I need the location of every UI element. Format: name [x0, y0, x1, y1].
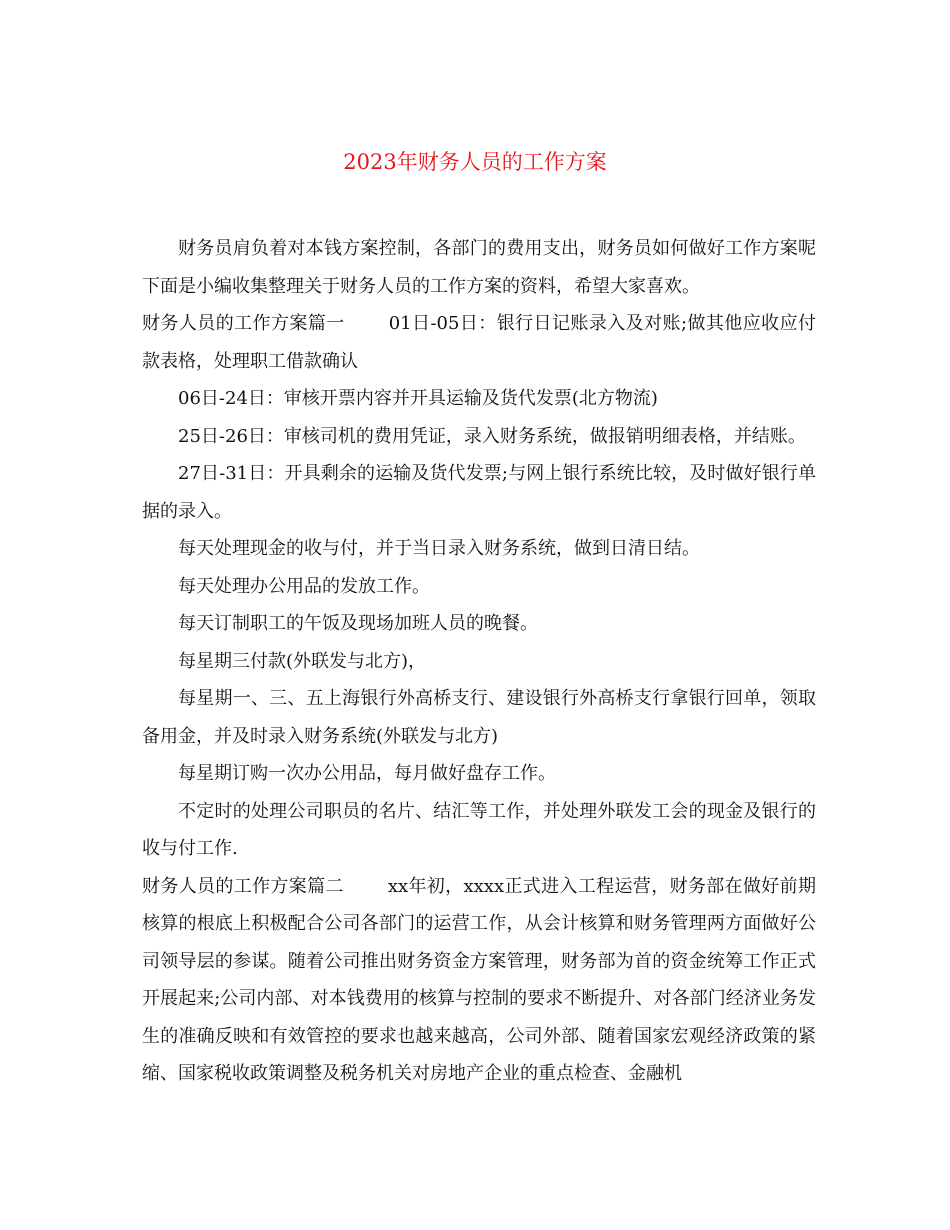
document-title: 2023年财务人员的工作方案 [343, 150, 607, 174]
paragraph [142, 868, 816, 1093]
paragraph [142, 305, 816, 380]
section-heading: 财务人员的工作方案篇二 [142, 875, 344, 897]
paragraph: 06日-24日：审核开票内容并开具运输及货代发票(北方物流) [178, 388, 658, 409]
paragraph: 不定时的处理公司职员的名片、结汇等工作，并处理外联发工会的现金及银行的收与付工作. [142, 800, 816, 859]
paragraph: 每天处理办公用品的发放工作。 [178, 575, 430, 597]
section-heading: 财务人员的工作方案篇一 [142, 313, 345, 334]
paragraph: 25日-26日：审核司机的费用凭证，录入财务系统，做报销明细表格，并结账。 [178, 425, 806, 447]
paragraph-text: xx年初，xxxx正式进入工程运营，财务部在做好前期核算的根底上积极配合公司各部门的运营工作，从会计核算和财务管理两方面做好公司领导层的参谋。随着公司推出财务资金方案管理，财务部为首的资金统筹工作正式开展起来;公司内部、对本钱费用的核算与控制的要求不断提升、对各部门经济业务发生的准确反映和有效管控的要求也越来越高，公司外部、随着国家宏观经济政策的紧缩、国家税收政策调整及税务机关对房地产企业的重点检查、金融机 [142, 875, 816, 1084]
paragraph: 每星期一、三、五上海银行外高桥支行、建设银行外高桥支行拿银行回单，领取备用金，并及时录入财务系统(外联发与北方) [142, 688, 816, 747]
paragraph-text: 01日-05日：银行日记账录入及对账;做其他应收应付款表格，处理职工借款确认 [142, 313, 817, 372]
paragraph: 每天处理现金的收与付，并于当日录入财务系统，做到日清日结。 [178, 538, 700, 559]
paragraph: 每星期订购一次办公用品，每月做好盘存工作。 [178, 763, 556, 784]
paragraph: 每星期三付款(外联发与北方)， [178, 650, 427, 672]
paragraph: 27日-31日：开具剩余的运输及货代发票;与网上银行系统比较，及时做好银行单据的录入。 [142, 463, 816, 522]
paragraph: 每天订制职工的午饭及现场加班人员的晚餐。 [178, 613, 538, 634]
paragraph: 财务员肩负着对本钱方案控制，各部门的费用支出，财务员如何做好工作方案呢下面是小编收集整理关于财务人员的工作方案的资料，希望大家喜欢。 [142, 238, 816, 297]
document-body [142, 230, 816, 1093]
